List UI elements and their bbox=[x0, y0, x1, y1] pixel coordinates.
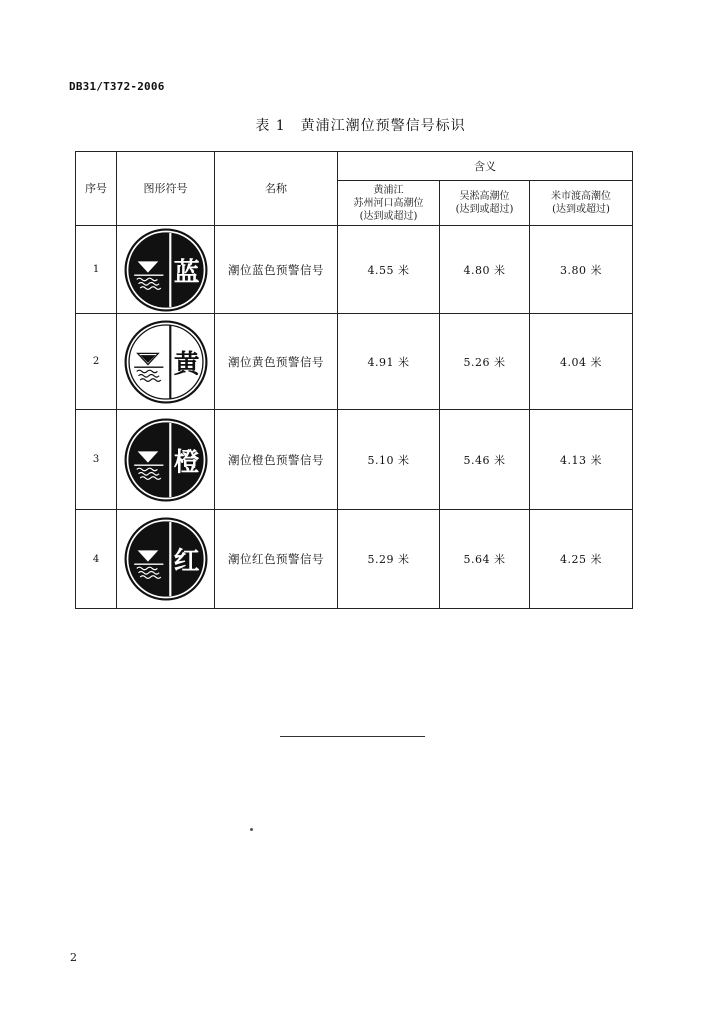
signal-name: 潮位黄色预警信号 bbox=[215, 314, 338, 410]
subheader-line: 黄浦江 bbox=[373, 184, 404, 196]
standard-code: DB31/T372-2006 bbox=[69, 80, 165, 93]
col-header-index: 序号 bbox=[76, 152, 117, 226]
value-mishidu: 4.25 米 bbox=[530, 510, 633, 609]
col-header-mishidu bbox=[530, 181, 633, 226]
signal-name: 潮位橙色预警信号 bbox=[215, 410, 338, 510]
subheader-line: (达到或超过) bbox=[455, 204, 514, 215]
subheader-line: 米市渡高潮位 bbox=[551, 191, 612, 202]
value-suzhou-creek: 4.91 米 bbox=[338, 314, 440, 410]
subheader-line: (达到或超过) bbox=[359, 210, 418, 222]
value-suzhou-creek: 5.29 米 bbox=[338, 510, 440, 609]
warning-level-character: 橙 bbox=[173, 446, 200, 477]
col-header-wusong bbox=[440, 181, 530, 226]
table-row bbox=[76, 226, 633, 314]
subheader-line: 吴淞高潮位 bbox=[459, 191, 510, 202]
table-row bbox=[76, 314, 633, 410]
table-row bbox=[76, 510, 633, 609]
value-wusong: 4.80 米 bbox=[440, 226, 530, 314]
signal-symbol-cell bbox=[117, 226, 215, 314]
warning-signal-table bbox=[75, 151, 633, 609]
value-suzhou-creek: 4.55 米 bbox=[338, 226, 440, 314]
row-index: 2 bbox=[76, 314, 117, 410]
value-mishidu: 3.80 米 bbox=[530, 226, 633, 314]
warning-level-character: 黄 bbox=[173, 348, 200, 379]
signal-symbol-cell bbox=[117, 314, 215, 410]
scan-speck bbox=[250, 828, 253, 831]
col-header-huangpu-suzhou bbox=[338, 181, 440, 226]
subheader-line: 苏州河口高潮位 bbox=[353, 197, 424, 209]
table-header-row bbox=[76, 152, 633, 181]
col-header-meaning: 含义 bbox=[338, 152, 633, 181]
signal-symbol-cell bbox=[117, 410, 215, 510]
signal-name: 潮位蓝色预警信号 bbox=[215, 226, 338, 314]
row-index: 3 bbox=[76, 410, 117, 510]
orange-tide-warning-icon bbox=[122, 417, 210, 503]
value-mishidu: 4.04 米 bbox=[530, 314, 633, 410]
page-number: 2 bbox=[70, 951, 77, 964]
col-header-symbol: 图形符号 bbox=[117, 152, 215, 226]
red-tide-warning-icon bbox=[122, 516, 210, 602]
yellow-tide-warning-icon bbox=[122, 319, 210, 405]
end-rule bbox=[280, 736, 425, 737]
row-index: 1 bbox=[76, 226, 117, 314]
warning-level-character: 红 bbox=[173, 546, 200, 577]
row-index: 4 bbox=[76, 510, 117, 609]
value-mishidu: 4.13 米 bbox=[530, 410, 633, 510]
blue-tide-warning-icon bbox=[122, 227, 210, 313]
value-wusong: 5.26 米 bbox=[440, 314, 530, 410]
subheader-line: (达到或超过) bbox=[552, 204, 610, 215]
value-suzhou-creek: 5.10 米 bbox=[338, 410, 440, 510]
value-wusong: 5.64 米 bbox=[440, 510, 530, 609]
warning-level-character: 蓝 bbox=[173, 256, 200, 287]
value-wusong: 5.46 米 bbox=[440, 410, 530, 510]
table-title: 表 1 黄浦江潮位预警信号标识 bbox=[255, 118, 466, 134]
col-header-name: 名称 bbox=[215, 152, 338, 226]
signal-name: 潮位红色预警信号 bbox=[215, 510, 338, 609]
signal-symbol-cell bbox=[117, 510, 215, 609]
table-row bbox=[76, 410, 633, 510]
